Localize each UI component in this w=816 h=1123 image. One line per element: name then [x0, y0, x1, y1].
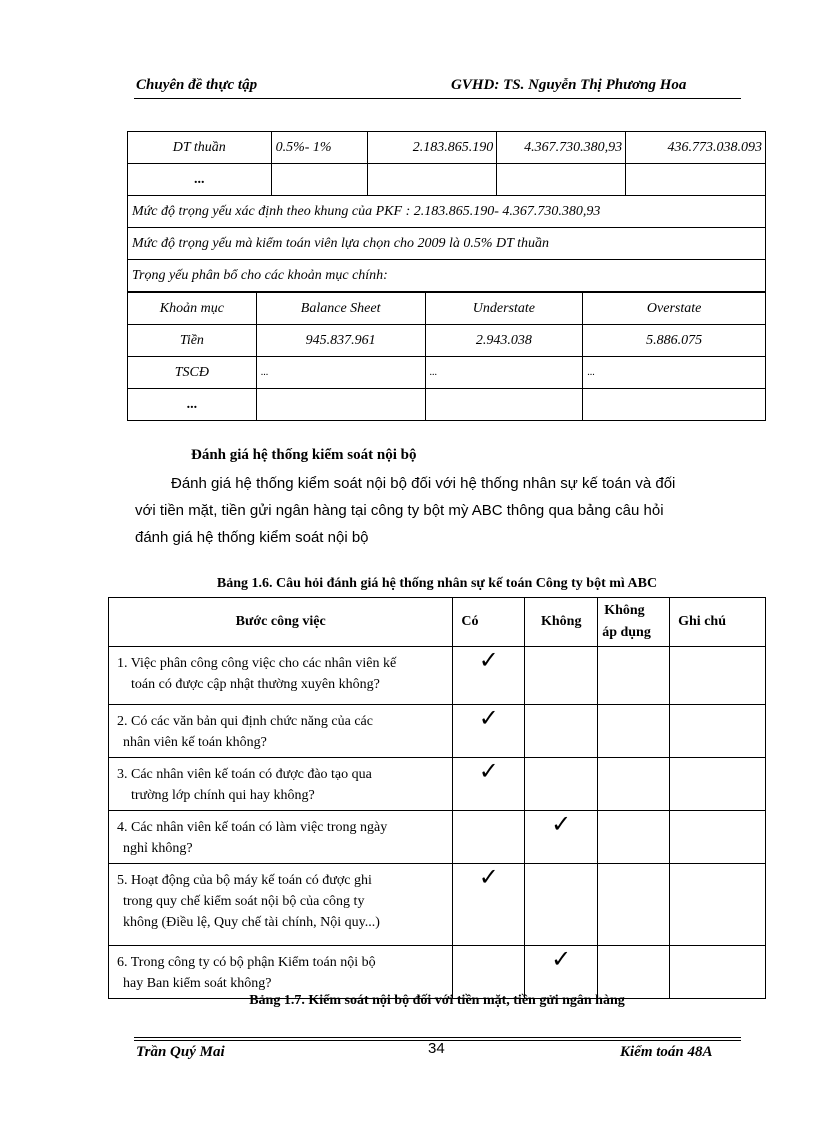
question-cell [109, 758, 453, 811]
table-caption: Bảng 1.6. Câu hỏi đánh giá hệ thống nhân sự kế toán Công ty bột mì ABC [216, 576, 658, 591]
header-right: GVHD: TS. Nguyễn Thị Phương Hoa [451, 77, 687, 93]
paragraph-line: Đánh giá hệ thống kiểm soát nội bộ đối với hệ thống nhân sự kế toán và đối [171, 475, 676, 492]
cell-empty [626, 164, 766, 196]
table-cell: ... [583, 357, 766, 389]
answer-no-cell [525, 758, 598, 811]
check-icon: ✓ [551, 812, 572, 838]
note-cell [670, 811, 766, 864]
note-cell [670, 647, 766, 705]
col-header-na-line1: Không [604, 603, 645, 618]
question-line: trường lớp chính qui hay không? [131, 788, 315, 803]
table-header-row [128, 293, 766, 325]
table-row [109, 946, 766, 999]
table-row [128, 196, 766, 228]
table-row [128, 389, 766, 421]
table-cell: ... [128, 389, 257, 421]
table-cell: ... [425, 357, 583, 389]
cell-empty [271, 164, 368, 196]
table-row [109, 811, 766, 864]
check-icon: ✓ [551, 947, 572, 973]
checklist-table [108, 597, 766, 999]
question-cell [109, 811, 453, 864]
question-line: nhân viên kế toán không? [123, 735, 267, 750]
next-table-caption: Bảng 1.7. Kiểm soát nội bộ đối với tiền mặt, tiền gửi ngân hàng [249, 993, 625, 1008]
answer-yes-cell [453, 647, 525, 705]
table-cell: 945.837.961 [256, 325, 425, 357]
answer-na-cell [598, 864, 670, 946]
table-row [128, 228, 766, 260]
col-header-step: Bước công việc [109, 598, 453, 647]
answer-na-cell [598, 811, 670, 864]
table-row [128, 260, 766, 292]
question-cell [109, 705, 453, 758]
question-cell [109, 946, 453, 999]
table-row [109, 705, 766, 758]
note-cell [670, 946, 766, 999]
check-icon: ✓ [478, 865, 499, 891]
col-header-na-line2: áp dụng [602, 625, 651, 640]
col-header-na [598, 598, 670, 647]
table-row [109, 647, 766, 705]
check-icon: ✓ [478, 706, 499, 732]
question-line: nghỉ không? [123, 841, 193, 856]
page-number: 34 [428, 1040, 445, 1057]
cell-dots: ... [128, 164, 272, 196]
header-left: Chuyên đề thực tập [136, 77, 258, 93]
answer-yes-cell [453, 946, 525, 999]
footer-class: Kiểm toán 48A [620, 1044, 713, 1060]
answer-yes-cell [453, 758, 525, 811]
table-row [128, 325, 766, 357]
cell-dt-thuan: DT thuần [128, 132, 272, 164]
question-line: không (Điều lệ, Quy chế tài chính, Nội quy...) [123, 915, 380, 930]
table-cell: Tiền [128, 325, 257, 357]
materiality-table [127, 131, 766, 292]
answer-no-cell [525, 705, 598, 758]
question-line: 1. Việc phân công công việc cho các nhân viên kế [117, 656, 397, 671]
answer-na-cell [598, 705, 670, 758]
note-cell [670, 758, 766, 811]
footer-author: Trần Quý Mai [136, 1044, 225, 1060]
table-cell [256, 389, 425, 421]
allocation-table [127, 292, 766, 421]
answer-no-cell [525, 647, 598, 705]
question-line: toán có được cập nhật thường xuyên không? [131, 677, 380, 692]
answer-na-cell [598, 946, 670, 999]
table-cell: 5.886.075 [583, 325, 766, 357]
cell-low: 2.183.865.190 [368, 132, 497, 164]
note-cell [670, 705, 766, 758]
paragraph-line: với tiền mặt, tiền gửi ngân hàng tại công ty bột mỳ ABC thông qua bảng câu hỏi [135, 502, 664, 519]
answer-no-cell [525, 864, 598, 946]
table-row [128, 357, 766, 389]
answer-yes-cell [453, 811, 525, 864]
question-line: trong quy chế kiểm soát nội bộ của công ty [123, 894, 365, 909]
question-line: 4. Các nhân viên kế toán có làm việc trong ngày [117, 820, 388, 835]
chosen-line: Mức độ trọng yếu mà kiểm toán viên lựa chọn cho 2009 là 0.5% DT thuần [128, 228, 766, 260]
answer-yes-cell [453, 864, 525, 946]
note-cell [670, 864, 766, 946]
table-row [109, 758, 766, 811]
footer-rule-top [134, 1037, 741, 1038]
section-paragraph [135, 470, 741, 551]
alloc-line: Trọng yếu phân bổ cho các khoản mục chính: [128, 260, 766, 292]
answer-yes-cell [453, 705, 525, 758]
header-rule [134, 98, 741, 99]
cell-empty [497, 164, 626, 196]
check-icon: ✓ [478, 759, 499, 785]
col-header-no: Không [525, 598, 598, 647]
table-cell: TSCĐ [128, 357, 257, 389]
answer-no-cell [525, 811, 598, 864]
table-cell [425, 389, 583, 421]
question-cell [109, 647, 453, 705]
question-line: hay Ban kiểm soát không? [123, 976, 272, 991]
paragraph-line: đánh giá hệ thống kiểm soát nội bộ [135, 529, 369, 546]
section-title: Đánh giá hệ thống kiểm soát nội bộ [191, 447, 417, 463]
table-cell: ... [256, 357, 425, 389]
question-line: 3. Các nhân viên kế toán có được đào tạo qua [117, 767, 372, 782]
answer-na-cell [598, 758, 670, 811]
cell-total: 436.773.038.093 [626, 132, 766, 164]
table-header-row [109, 598, 766, 647]
table-cell [583, 389, 766, 421]
col-header-yes: Có [453, 598, 525, 647]
table-row [128, 132, 766, 164]
question-cell [109, 864, 453, 946]
col-header: Understate [425, 293, 583, 325]
cell-high: 4.367.730.380,93 [497, 132, 626, 164]
col-header: Khoản mục [128, 293, 257, 325]
pkf-line: Mức độ trọng yếu xác định theo khung của PKF : 2.183.865.190- 4.367.730.380,93 [128, 196, 766, 228]
col-header: Overstate [583, 293, 766, 325]
col-header: Balance Sheet [256, 293, 425, 325]
answer-na-cell [598, 647, 670, 705]
check-icon: ✓ [478, 648, 499, 674]
table-cell: 2.943.038 [425, 325, 583, 357]
question-line: 5. Hoạt động của bộ máy kế toán có được ghi [117, 873, 372, 888]
cell-rate: 0.5%- 1% [271, 132, 368, 164]
question-line: 6. Trong công ty có bộ phận Kiểm toán nội bộ [117, 955, 376, 970]
col-header-note: Ghi chú [670, 598, 766, 647]
cell-empty [368, 164, 497, 196]
answer-no-cell [525, 946, 598, 999]
table-row [128, 164, 766, 196]
question-line: 2. Có các văn bản qui định chức năng của các [117, 714, 373, 729]
table-row [109, 864, 766, 946]
